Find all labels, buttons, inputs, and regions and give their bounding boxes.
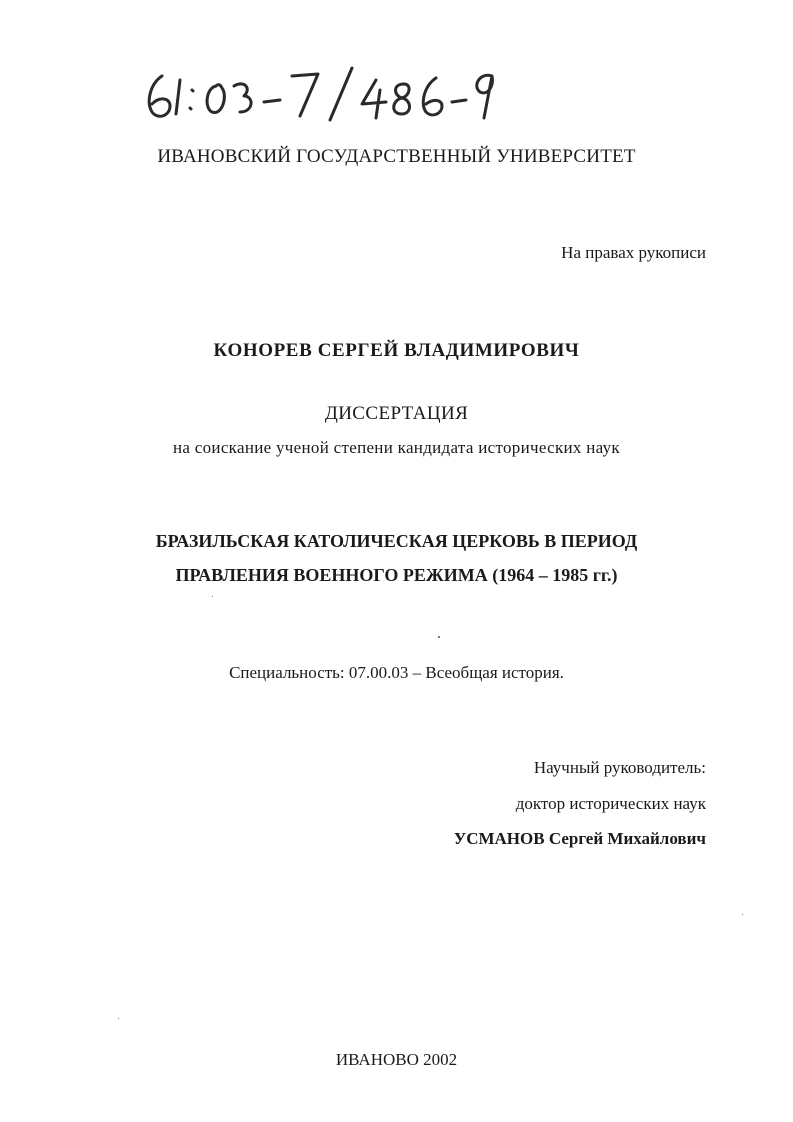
scan-speck — [212, 596, 213, 597]
scan-speck — [438, 636, 440, 638]
author-name: КОНОРЕВ СЕРГЕЙ ВЛАДИМИРОВИЧ — [213, 340, 580, 361]
dissertation-title-line-1: БРАЗИЛЬСКАЯ КАТОЛИЧЕСКАЯ ЦЕРКОВЬ В ПЕРИОД — [155, 531, 638, 551]
specialty-line: Специальность: 07.00.03 – Всеобщая история. — [229, 663, 564, 682]
handwritten-archive-code — [140, 62, 500, 126]
dissertation-title-line-2: ПРАВЛЕНИЯ ВОЕННОГО РЕЖИМА (1964 – 1985 гг.) — [175, 565, 618, 585]
manuscript-note: На правах рукописи — [561, 243, 706, 262]
city-year: ИВАНОВО 2002 — [335, 1050, 458, 1069]
handwritten-archive-code-drawing — [140, 62, 500, 126]
advisor-name: УСМАНОВ Сергей Михайлович — [453, 829, 706, 848]
document-type: ДИССЕРТАЦИЯ — [324, 403, 469, 424]
scan-speck — [118, 1018, 119, 1019]
scan-speck — [742, 914, 743, 915]
degree-line: на соискание ученой степени кандидата исторических наук — [172, 438, 620, 457]
advisor-block — [454, 758, 706, 849]
advisor-label: Научный руководитель: — [533, 758, 706, 777]
university-name: ИВАНОВСКИЙ ГОСУДАРСТВЕННЫЙ УНИВЕРСИТЕТ — [157, 146, 636, 167]
advisor-degree: доктор исторических наук — [515, 794, 706, 813]
